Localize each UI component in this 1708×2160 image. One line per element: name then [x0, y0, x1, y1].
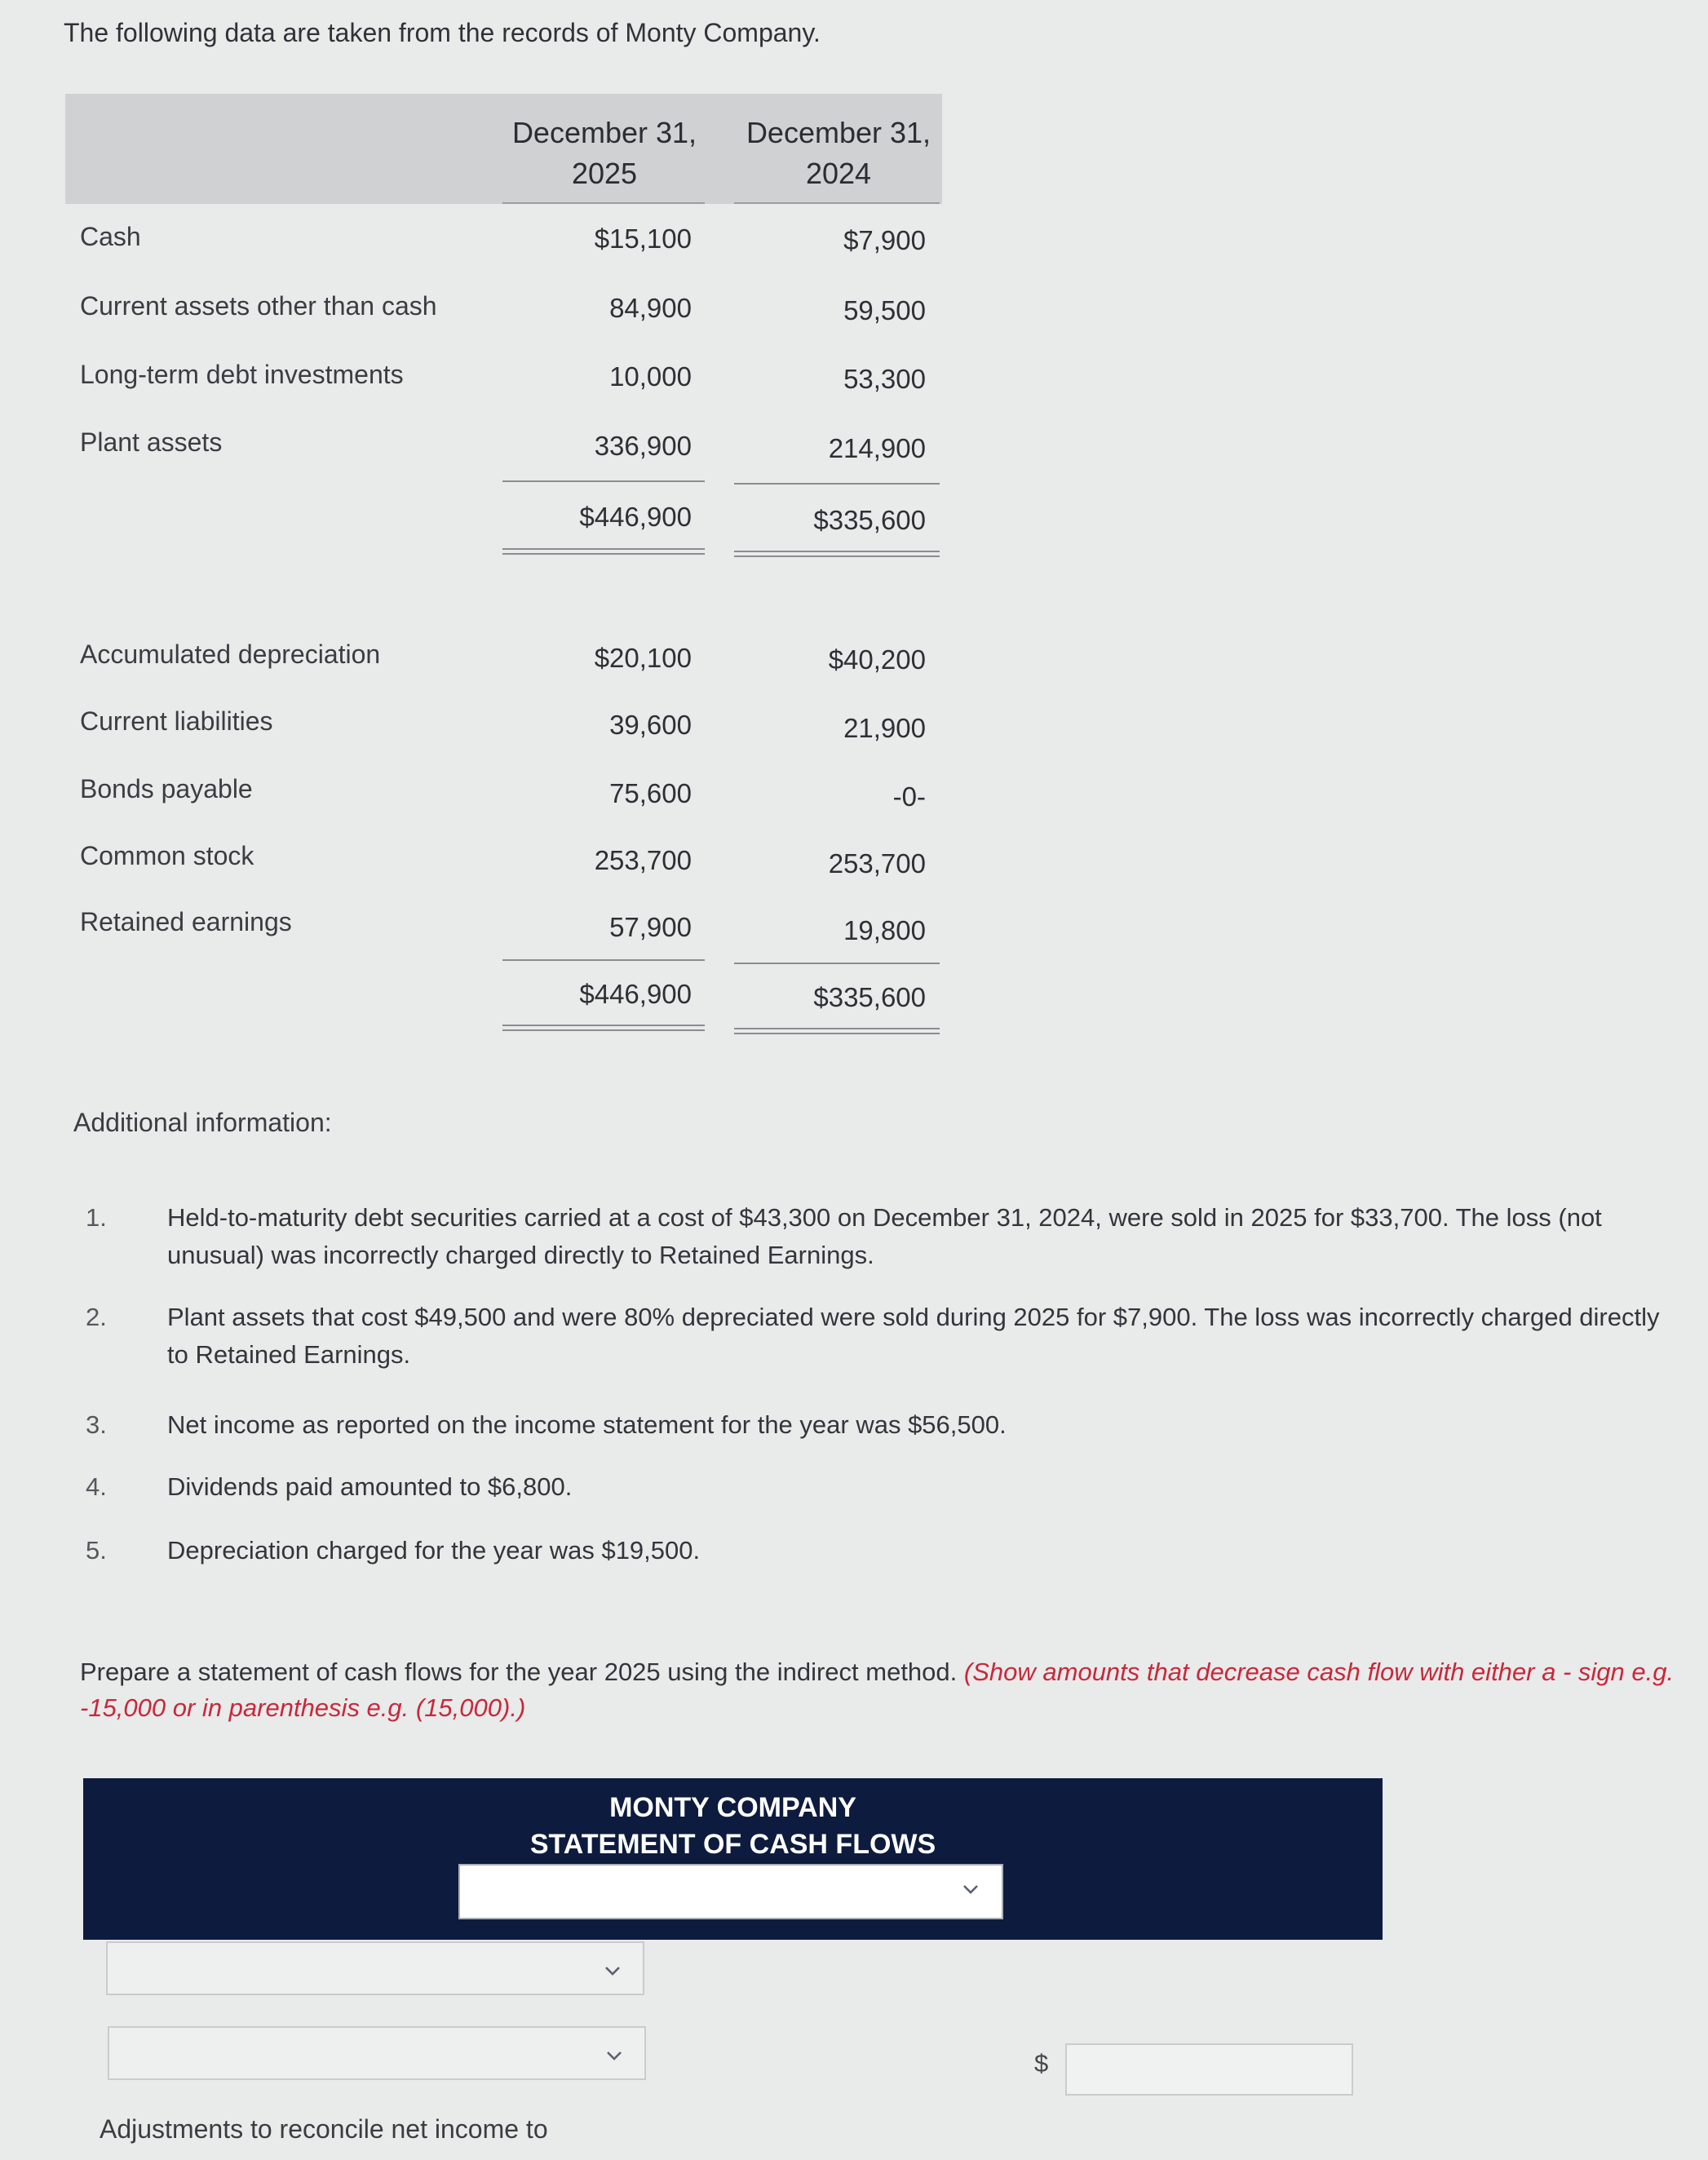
instructions-text: Prepare a statement of cash flows for the year 2025 using the indirect method. [80, 1658, 958, 1686]
row-label-long-term-debt-investments: Long-term debt investments [80, 360, 404, 389]
company-name: MONTY COMPANY [609, 1792, 856, 1823]
value-2024-cash: $7,900 [843, 225, 926, 255]
subtotal-rule [734, 483, 940, 485]
assets-total-2025: $446,900 [579, 502, 692, 532]
row-label-current-assets: Current assets other than cash [80, 291, 437, 321]
chevron-down-icon[interactable] [962, 1880, 980, 1898]
value-2025-common-stock: 253,700 [594, 845, 692, 875]
value-2025-current-liabilities: 39,600 [609, 710, 692, 740]
info-text: Net income as reported on the income statement for the year was $56,500. [167, 1410, 1007, 1439]
value-2024-retained-earnings: 19,800 [843, 915, 926, 945]
divider [502, 202, 705, 204]
subtotal-rule [502, 480, 705, 482]
total-double-rule [734, 1028, 940, 1034]
statement-row-select[interactable] [106, 1941, 644, 1995]
chevron-down-icon[interactable] [605, 2047, 623, 2065]
row-label-retained-earnings: Retained earnings [80, 907, 292, 936]
additional-info-heading: Additional information: [73, 1108, 332, 1137]
value-2024-bonds-payable: -0- [892, 781, 926, 812]
value-2024-current-liabilities: 21,900 [843, 713, 926, 743]
currency-symbol: $ [1034, 2049, 1049, 2078]
info-number: 3. [86, 1410, 107, 1439]
liabilities-total-2025: $446,900 [579, 979, 692, 1009]
value-2024-long-term-debt-investments: 53,300 [843, 364, 926, 394]
info-text: Dividends paid amounted to $6,800. [167, 1472, 573, 1501]
info-number: 1. [86, 1203, 107, 1232]
row-label-current-liabilities: Current liabilities [80, 706, 273, 736]
statement-title: STATEMENT OF CASH FLOWS [529, 1829, 936, 1860]
value-2025-bonds-payable: 75,600 [609, 778, 692, 808]
total-double-rule [734, 551, 940, 557]
subtotal-rule [502, 959, 705, 961]
liabilities-total-2024: $335,600 [813, 982, 926, 1012]
row-label-plant-assets: Plant assets [80, 427, 223, 457]
value-2025-accumulated-depreciation: $20,100 [594, 643, 692, 673]
statement-row-select[interactable] [108, 2026, 646, 2080]
value-2025-long-term-debt-investments: 10,000 [609, 361, 692, 392]
info-number: 4. [86, 1472, 107, 1501]
value-2025-retained-earnings: 57,900 [609, 912, 692, 942]
row-label-bonds-payable: Bonds payable [80, 774, 253, 803]
assets-total-2024: $335,600 [813, 505, 926, 535]
value-2024-common-stock: 253,700 [828, 848, 926, 879]
value-2024-accumulated-depreciation: $40,200 [828, 644, 926, 675]
column-header-2024: December 31, 2024 [746, 116, 931, 190]
chevron-down-icon[interactable] [604, 1962, 622, 1980]
intro-text: The following data are taken from the records of Monty Company. [64, 18, 821, 47]
row-label-common-stock: Common stock [80, 841, 254, 870]
value-2025-plant-assets: 336,900 [594, 431, 692, 461]
subtotal-rule [734, 963, 940, 964]
divider [734, 202, 940, 204]
row-label-accumulated-depreciation: Accumulated depreciation [80, 640, 381, 669]
column-header-2025: December 31, 2025 [511, 116, 697, 190]
value-2025-cash: $15,100 [594, 224, 692, 254]
value-2024-current-assets: 59,500 [843, 295, 926, 325]
period-select[interactable] [458, 1864, 1003, 1919]
info-text: Depreciation charged for the year was $19,500. [167, 1536, 701, 1565]
adjustments-label: Adjustments to reconcile net income to [100, 2114, 548, 2144]
info-number: 2. [86, 1303, 107, 1331]
instructions-hint: (Show amounts that decrease cash flow with either a - sign e.g. -15,000 or in parenthesis e.g. (15,000).) [80, 1658, 1675, 1722]
total-double-rule [502, 1025, 705, 1031]
value-2025-current-assets: 84,900 [609, 293, 692, 323]
row-label-cash: Cash [80, 222, 141, 251]
info-text: Held-to-maturity debt securities carried at a cost of $43,300 on December 31, 2024, were sold in 2025 for $33,700. The loss (not unusual) was incorrectly charged directly to Retained Earnings. [167, 1203, 1602, 1269]
value-2024-plant-assets: 214,900 [828, 433, 926, 463]
statement-header [83, 1778, 1383, 1940]
amount-input[interactable] [1065, 2043, 1353, 2096]
info-text: Plant assets that cost $49,500 and were 80% depreciated were sold during 2025 for $7,900. The loss was incorrectly charged directly to Retained Earnings. [167, 1303, 1660, 1369]
instructions [80, 1654, 1679, 1726]
info-number: 5. [86, 1536, 107, 1565]
total-double-rule [502, 548, 705, 555]
